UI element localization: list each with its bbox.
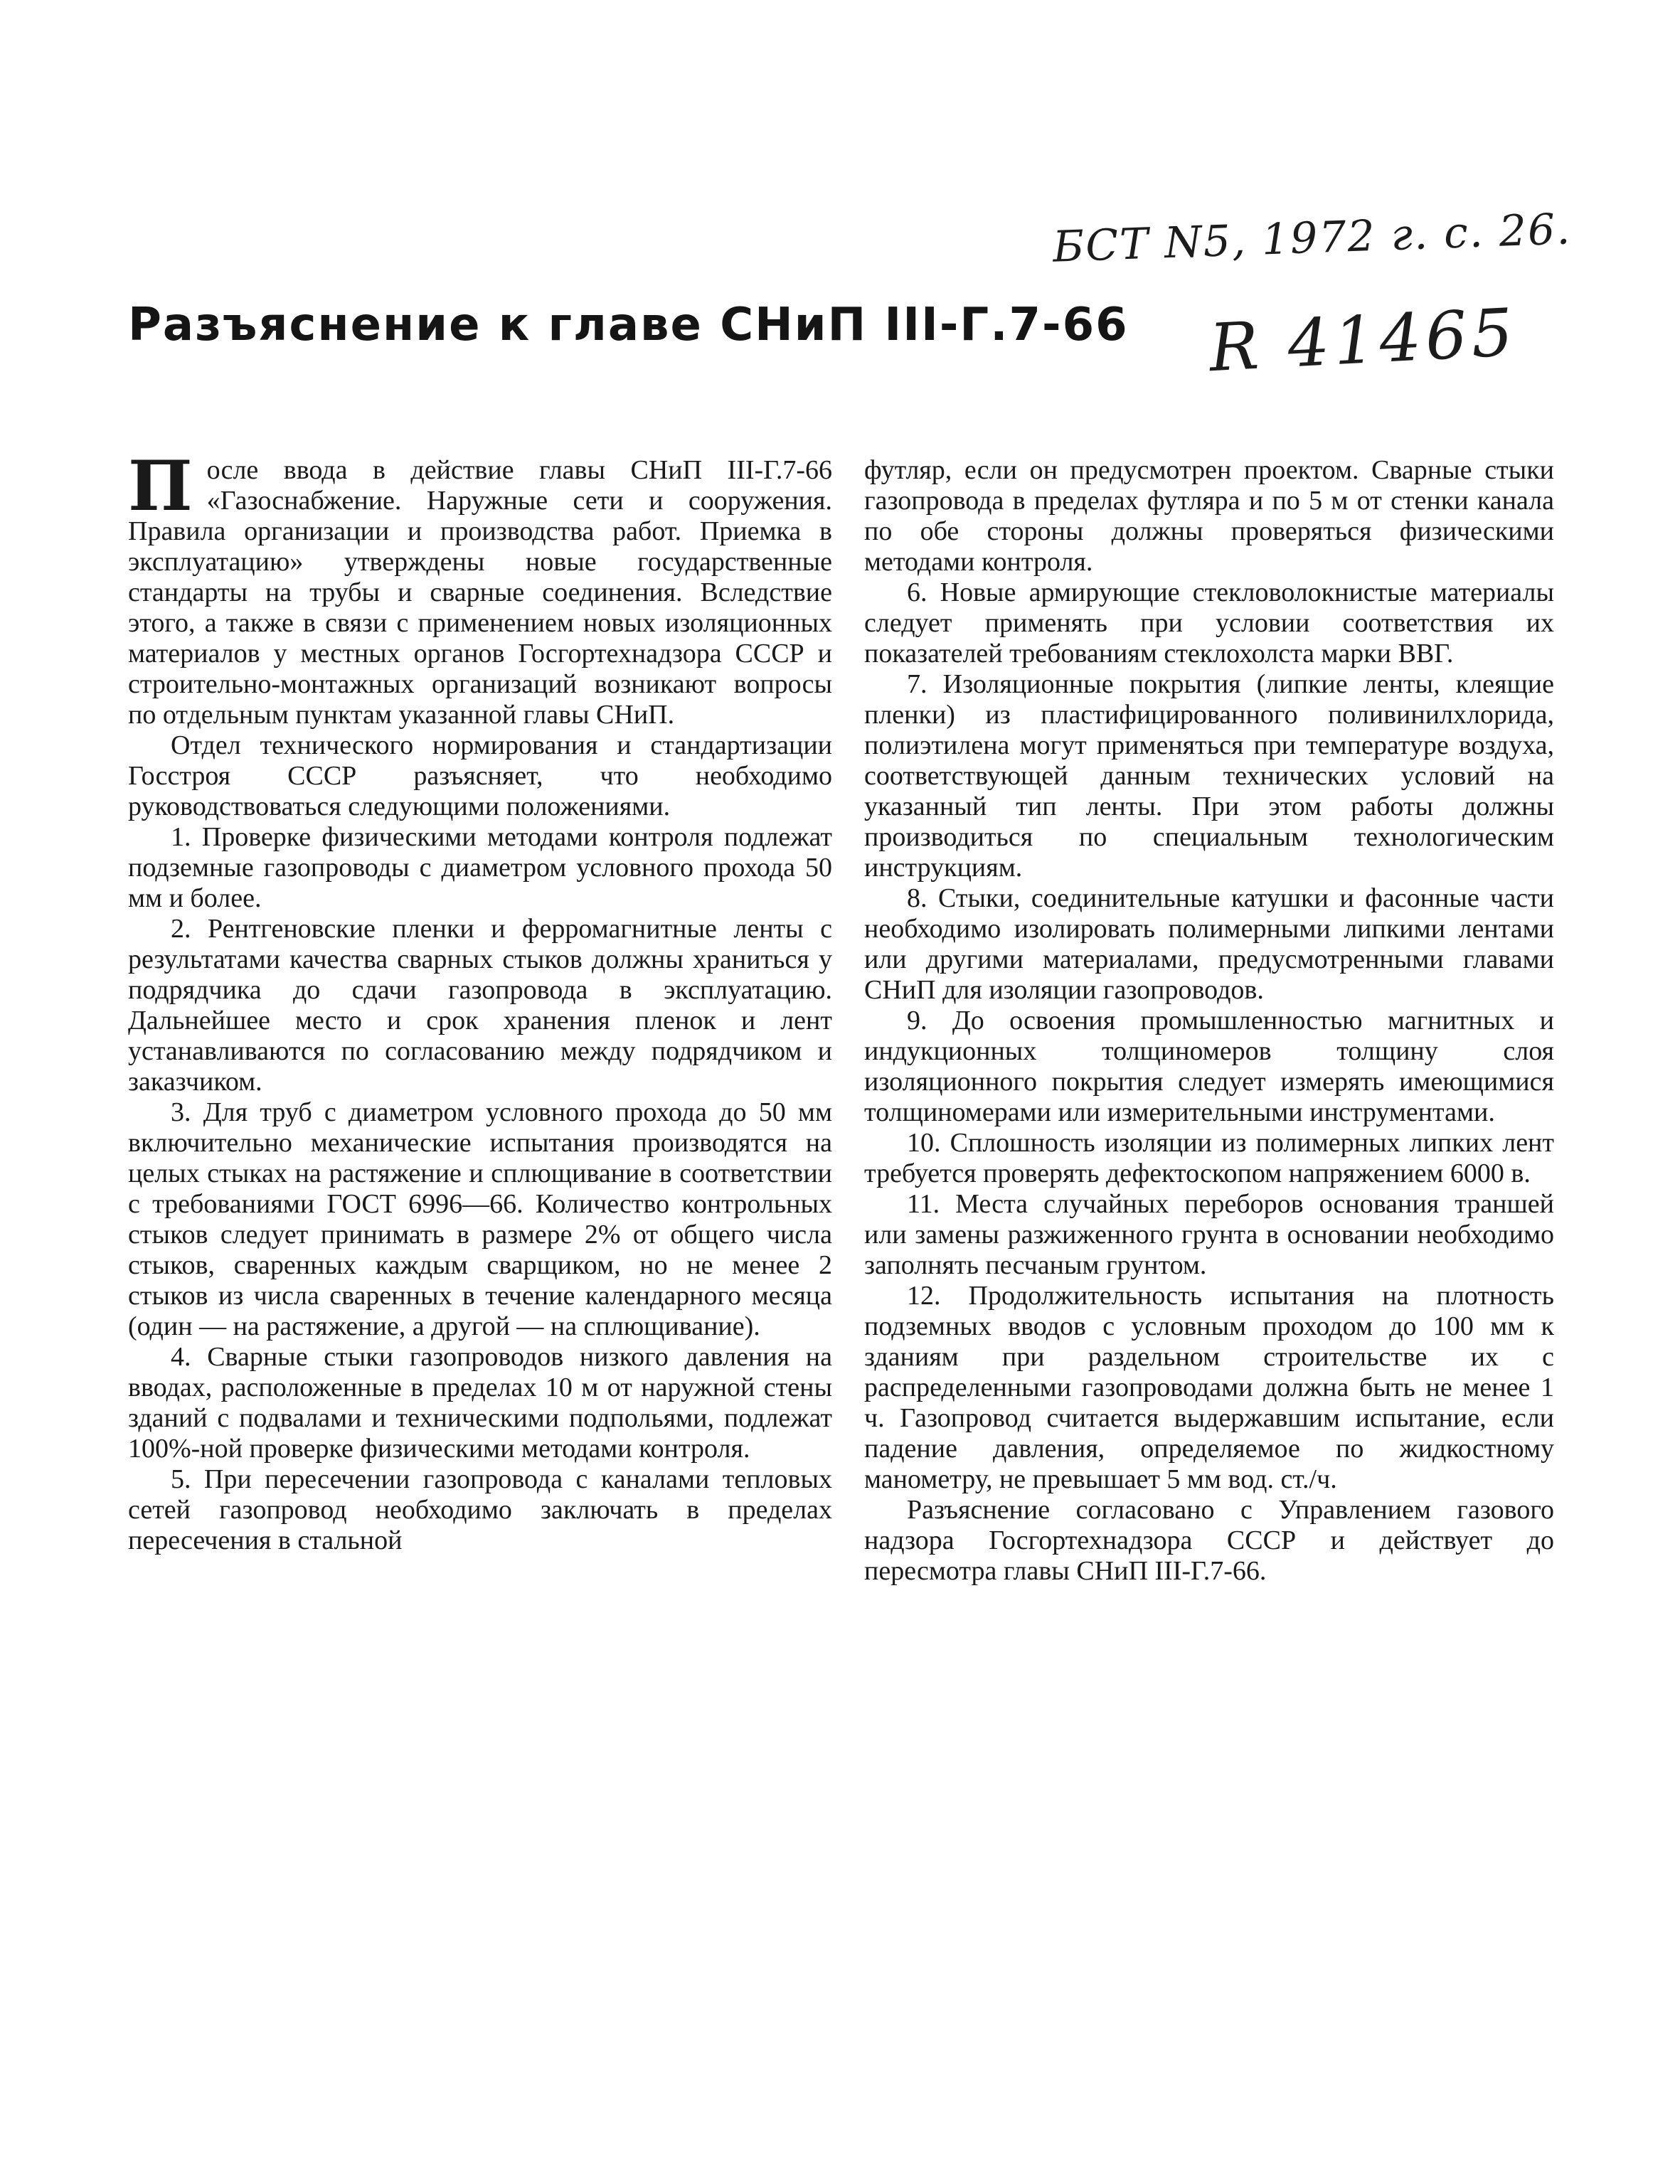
item-5-start: 5. При пересечении газопровода с каналами тепловых сетей газопровод необходимо заключать в пределах пересечения в стальной (128, 1464, 832, 1555)
item-2: 2. Рентгеновские пленки и ферромагнитные ленты с результатами качества сварных стыков должны храниться у подрядчика до сдачи газопровода в эксплуатацию. Дальнейшее место и срок хранения пленок и лент устанавливаются по согласованию между подрядчиком и заказчиком. (128, 914, 832, 1097)
handwritten-code: R 41465 (1207, 294, 1519, 387)
item-8: 8. Стыки, соединительные катушки и фасонные части необходимо изолировать полимерными липкими лентами или другими материалами, предусмотренными главами СНиП для изоляции газопроводов. (864, 883, 1554, 1005)
item-11: 11. Места случайных переборов основания траншей или замены разжиженного грунта в основании необходимо заполнять песчаным грунтом. (864, 1189, 1554, 1280)
page-title: Разъяснение к главе СНиП III-Г.7-66 (128, 299, 1129, 351)
item-7: 7. Изоляционные покрытия (липкие ленты, клеящие пленки) из пластифицированного поливинилхлорида, полиэтилена могут применяться при температуре воздуха, соответствующей данным технических условий на указанный тип ленты. При этом работы должны производиться по специальным технологическим инструкциям. (864, 669, 1554, 883)
drop-cap: П (128, 446, 193, 526)
intro-text: осле ввода в действие главы СНиП III-Г.7-66 «Газоснабжение. Наружные сети и сооружения. Правила организации и производства работ. Приемка в эксплуатацию» утверждены новые государственные стандарты на трубы и сварные соединения. Вследствие этого, а также в связи с применением новых изоляционных материалов у местных органов Госгортехнадзора СССР и строительно-монтажных организаций возникают вопросы по отдельным пунктам указанной главы СНиП. (128, 455, 832, 730)
item-3: 3. Для труб с диаметром условного прохода до 50 мм включительно механические испытания производятся на целых стыках на растяжение и сплющивание в соответствии с требованиями ГОСТ 6996—66. Количество контрольных стыков следует принимать в размере 2% от общего числа стыков, сваренных каждым сварщиком, но не менее 2 стыков из числа сваренных в течение календарного месяца (один — на растяжение, а другой — на сплющивание). (128, 1097, 832, 1341)
item-9: 9. До освоения промышленностью магнитных и индукционных толщиномеров толщину слоя изоляционного покрытия следует измерять имеющимися толщиномерами или измерительными инструментами. (864, 1006, 1554, 1127)
closing-paragraph: Разъяснение согласовано с Управлением газового надзора Госгортехнадзора СССР и действует до пересмотра главы СНиП III-Г.7-66. (864, 1495, 1554, 1586)
department-paragraph: Отдел технического нормирования и стандартизации Госстроя СССР разъясняет, что необходимо руководствоваться следующими положениями. (128, 730, 832, 821)
item-4: 4. Сварные стыки газопроводов низкого давления на вводах, расположенные в пределах 10 м от наружной стены зданий с подвалами и техническими подпольями, подлежат 100%-ной проверке физическими методами контроля. (128, 1342, 832, 1464)
handwritten-reference: БСТ N5, 1972 г. с. 26. (1052, 204, 1573, 272)
left-column (128, 446, 832, 1556)
item-5-end: футляр, если он предусмотрен проектом. Сварные стыки газопровода в пределах футляра и по 5 м от стенки канала по обе стороны должны проверяться физическими методами контроля. (864, 455, 1554, 577)
item-1: 1. Проверке физическими методами контроля подлежат подземные газопроводы с диаметром условного прохода 50 мм и более. (128, 822, 832, 913)
item-6: 6. Новые армирующие стекловолокнистые материалы следует применять при условии соответствия их показателей требованиям стеклохолста марки ВВГ. (864, 577, 1554, 668)
item-10: 10. Сплошность изоляции из полимерных липких лент требуется проверять дефектоскопом напряжением 6000 в. (864, 1128, 1554, 1188)
item-12: 12. Продолжительность испытания на плотность подземных вводов с условным проходом до 100 мм к зданиям при раздельном строительстве их с распределенными газопроводами должна быть не менее 1 ч. Газопровод считается выдержавшим испытание, если падение давления, определяемое по жидкостному манометру, не превышает 5 мм вод. ст./ч. (864, 1281, 1554, 1494)
intro-paragraph (128, 446, 832, 730)
right-column (864, 455, 1554, 1587)
